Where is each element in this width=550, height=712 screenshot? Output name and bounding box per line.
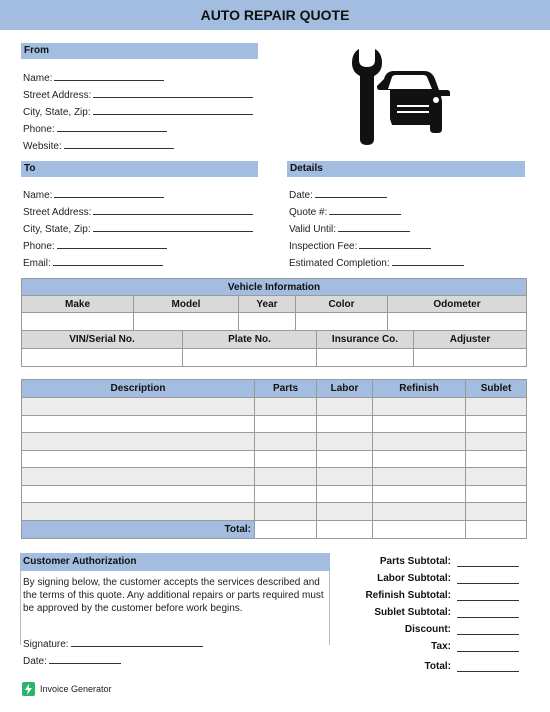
make-cell[interactable] xyxy=(22,313,134,331)
details-valid-until-line[interactable] xyxy=(338,222,410,232)
to-email-line[interactable] xyxy=(53,256,163,266)
description-cell[interactable] xyxy=(22,415,255,433)
labor-header: Labor xyxy=(317,380,373,398)
description-cell[interactable] xyxy=(22,468,255,486)
adjuster-cell[interactable] xyxy=(414,349,527,367)
signature-field[interactable] xyxy=(23,637,203,651)
to-name-label: Name: xyxy=(23,190,53,201)
details-valid-until-label: Valid Until: xyxy=(289,224,337,235)
table-row xyxy=(22,415,527,433)
details-completion-field[interactable] xyxy=(289,256,464,270)
from-phone-field[interactable] xyxy=(23,122,167,136)
refinish-total-cell[interactable] xyxy=(373,520,466,538)
odometer-cell[interactable] xyxy=(388,313,527,331)
parts-cell[interactable] xyxy=(255,450,317,468)
signature-label: Signature: xyxy=(23,639,69,650)
parts-cell[interactable] xyxy=(255,415,317,433)
year-header: Year xyxy=(239,296,296,313)
to-email-field[interactable] xyxy=(23,256,163,270)
to-email-label: Email: xyxy=(23,258,51,269)
details-completion-line[interactable] xyxy=(392,256,464,266)
table-row xyxy=(22,468,527,486)
to-name-line[interactable] xyxy=(54,188,164,198)
sublet-cell[interactable] xyxy=(466,398,527,416)
from-city-field[interactable] xyxy=(23,105,253,119)
from-street-line[interactable] xyxy=(93,88,253,98)
vehicle-id-table xyxy=(21,330,527,367)
details-quote-number-field[interactable] xyxy=(289,205,401,219)
details-date-label: Date: xyxy=(289,190,313,201)
labor-cell[interactable] xyxy=(317,433,373,451)
discount-line[interactable] xyxy=(457,634,519,635)
line-items-table xyxy=(21,379,527,539)
details-date-field[interactable] xyxy=(289,188,387,202)
labor-cell[interactable] xyxy=(317,450,373,468)
vehicle-info-heading: Vehicle Information xyxy=(22,279,527,296)
total-label: Total: xyxy=(22,520,255,538)
parts-subtotal-label: Parts Subtotal: xyxy=(379,556,451,567)
plate-cell[interactable] xyxy=(183,349,317,367)
sublet-subtotal-label: Sublet Subtotal: xyxy=(374,607,451,618)
refinish-cell[interactable] xyxy=(373,450,466,468)
parts-cell[interactable] xyxy=(255,433,317,451)
description-cell[interactable] xyxy=(22,503,255,521)
from-name-label: Name: xyxy=(23,73,53,84)
details-inspection-fee-line[interactable] xyxy=(359,239,431,249)
parts-cell[interactable] xyxy=(255,398,317,416)
refinish-cell[interactable] xyxy=(373,468,466,486)
details-inspection-fee-label: Inspection Fee: xyxy=(289,241,358,252)
from-street-field[interactable] xyxy=(23,88,253,102)
vin-cell[interactable] xyxy=(22,349,183,367)
parts-header: Parts xyxy=(255,380,317,398)
to-name-field[interactable] xyxy=(23,188,164,202)
from-city-line[interactable] xyxy=(93,105,253,115)
auth-date-line[interactable] xyxy=(49,654,121,664)
authorization-heading: Customer Authorization xyxy=(20,553,330,571)
to-street-field[interactable] xyxy=(23,205,253,219)
sublet-cell[interactable] xyxy=(466,450,527,468)
insurance-header: Insurance Co. xyxy=(317,331,414,349)
refinish-cell[interactable] xyxy=(373,415,466,433)
sublet-cell[interactable] xyxy=(466,433,527,451)
auth-date-field[interactable] xyxy=(23,654,121,668)
from-street-label: Street Address: xyxy=(23,90,92,101)
details-date-line[interactable] xyxy=(315,188,387,198)
labor-cell[interactable] xyxy=(317,398,373,416)
model-header: Model xyxy=(134,296,239,313)
sublet-cell[interactable] xyxy=(466,485,527,503)
refinish-header: Refinish xyxy=(373,380,466,398)
plate-header: Plate No. xyxy=(183,331,317,349)
wrench-car-icon xyxy=(350,45,452,147)
from-phone-line[interactable] xyxy=(57,122,167,132)
table-row xyxy=(22,433,527,451)
parts-total-cell[interactable] xyxy=(255,520,317,538)
adjuster-header: Adjuster xyxy=(414,331,527,349)
details-completion-label: Estimated Completion: xyxy=(289,258,390,269)
from-website-label: Website: xyxy=(23,141,62,152)
brand-name: Invoice Generator xyxy=(40,684,112,694)
to-city-line[interactable] xyxy=(93,222,253,232)
tax-line[interactable] xyxy=(457,651,519,652)
refinish-cell[interactable] xyxy=(373,398,466,416)
to-phone-label: Phone: xyxy=(23,241,55,252)
details-quote-number-label: Quote #: xyxy=(289,207,328,218)
to-heading: To xyxy=(21,161,258,177)
brand-footer[interactable] xyxy=(22,682,112,696)
sublet-subtotal-line[interactable] xyxy=(457,617,519,618)
parts-subtotal-line[interactable] xyxy=(457,566,519,567)
parts-cell[interactable] xyxy=(255,485,317,503)
sublet-total-cell[interactable] xyxy=(466,520,527,538)
sublet-header: Sublet xyxy=(466,380,527,398)
refinish-cell[interactable] xyxy=(373,485,466,503)
parts-cell[interactable] xyxy=(255,503,317,521)
to-street-line[interactable] xyxy=(93,205,253,215)
parts-cell[interactable] xyxy=(255,468,317,486)
to-street-label: Street Address: xyxy=(23,207,92,218)
make-header: Make xyxy=(22,296,134,313)
from-city-label: City, State, Zip: xyxy=(23,107,91,118)
details-heading: Details xyxy=(287,161,525,177)
lightning-bolt-icon xyxy=(22,682,35,696)
tax-label: Tax: xyxy=(431,641,451,652)
table-row xyxy=(22,503,527,521)
from-name-line[interactable] xyxy=(54,71,164,81)
refinish-subtotal-label: Refinish Subtotal: xyxy=(365,590,451,601)
labor-subtotal-line[interactable] xyxy=(457,583,519,584)
table-row xyxy=(22,450,527,468)
from-name-field[interactable] xyxy=(23,71,164,85)
refinish-cell[interactable] xyxy=(373,433,466,451)
grand-total-line[interactable] xyxy=(457,671,519,672)
labor-cell[interactable] xyxy=(317,485,373,503)
details-valid-until-field[interactable] xyxy=(289,222,410,236)
insurance-cell[interactable] xyxy=(317,349,414,367)
to-city-label: City, State, Zip: xyxy=(23,224,91,235)
from-website-field[interactable] xyxy=(23,139,174,153)
model-cell[interactable] xyxy=(134,313,239,331)
sublet-cell[interactable] xyxy=(466,415,527,433)
labor-cell[interactable] xyxy=(317,468,373,486)
description-cell[interactable] xyxy=(22,398,255,416)
to-phone-line[interactable] xyxy=(57,239,167,249)
description-cell[interactable] xyxy=(22,433,255,451)
sublet-cell[interactable] xyxy=(466,503,527,521)
description-cell[interactable] xyxy=(22,485,255,503)
color-header: Color xyxy=(296,296,388,313)
from-phone-label: Phone: xyxy=(23,124,55,135)
description-cell[interactable] xyxy=(22,450,255,468)
labor-subtotal-label: Labor Subtotal: xyxy=(377,573,451,584)
labor-cell[interactable] xyxy=(317,503,373,521)
description-header: Description xyxy=(22,380,255,398)
grand-total-label: Total: xyxy=(424,661,451,672)
table-row xyxy=(22,398,527,416)
year-cell[interactable] xyxy=(239,313,296,331)
signature-line[interactable] xyxy=(71,637,203,647)
table-row xyxy=(22,485,527,503)
vin-header: VIN/Serial No. xyxy=(22,331,183,349)
to-phone-field[interactable] xyxy=(23,239,167,253)
labor-total-cell[interactable] xyxy=(317,520,373,538)
details-quote-number-line[interactable] xyxy=(329,205,401,215)
details-inspection-fee-field[interactable] xyxy=(289,239,431,253)
odometer-header: Odometer xyxy=(388,296,527,313)
from-website-line[interactable] xyxy=(64,139,174,149)
discount-label: Discount: xyxy=(404,624,451,635)
auth-date-label: Date: xyxy=(23,656,47,667)
labor-cell[interactable] xyxy=(317,415,373,433)
refinish-cell[interactable] xyxy=(373,503,466,521)
page-title: AUTO REPAIR QUOTE xyxy=(0,0,550,30)
refinish-subtotal-line[interactable] xyxy=(457,600,519,601)
vehicle-info-table xyxy=(21,278,527,331)
to-city-field[interactable] xyxy=(23,222,253,236)
color-cell[interactable] xyxy=(296,313,388,331)
from-heading: From xyxy=(21,43,258,59)
authorization-text: By signing below, the customer accepts the services described and the terms of this quote. Any additional repairs or parts required must be approved by the customer before work begins. xyxy=(23,577,324,614)
sublet-cell[interactable] xyxy=(466,468,527,486)
